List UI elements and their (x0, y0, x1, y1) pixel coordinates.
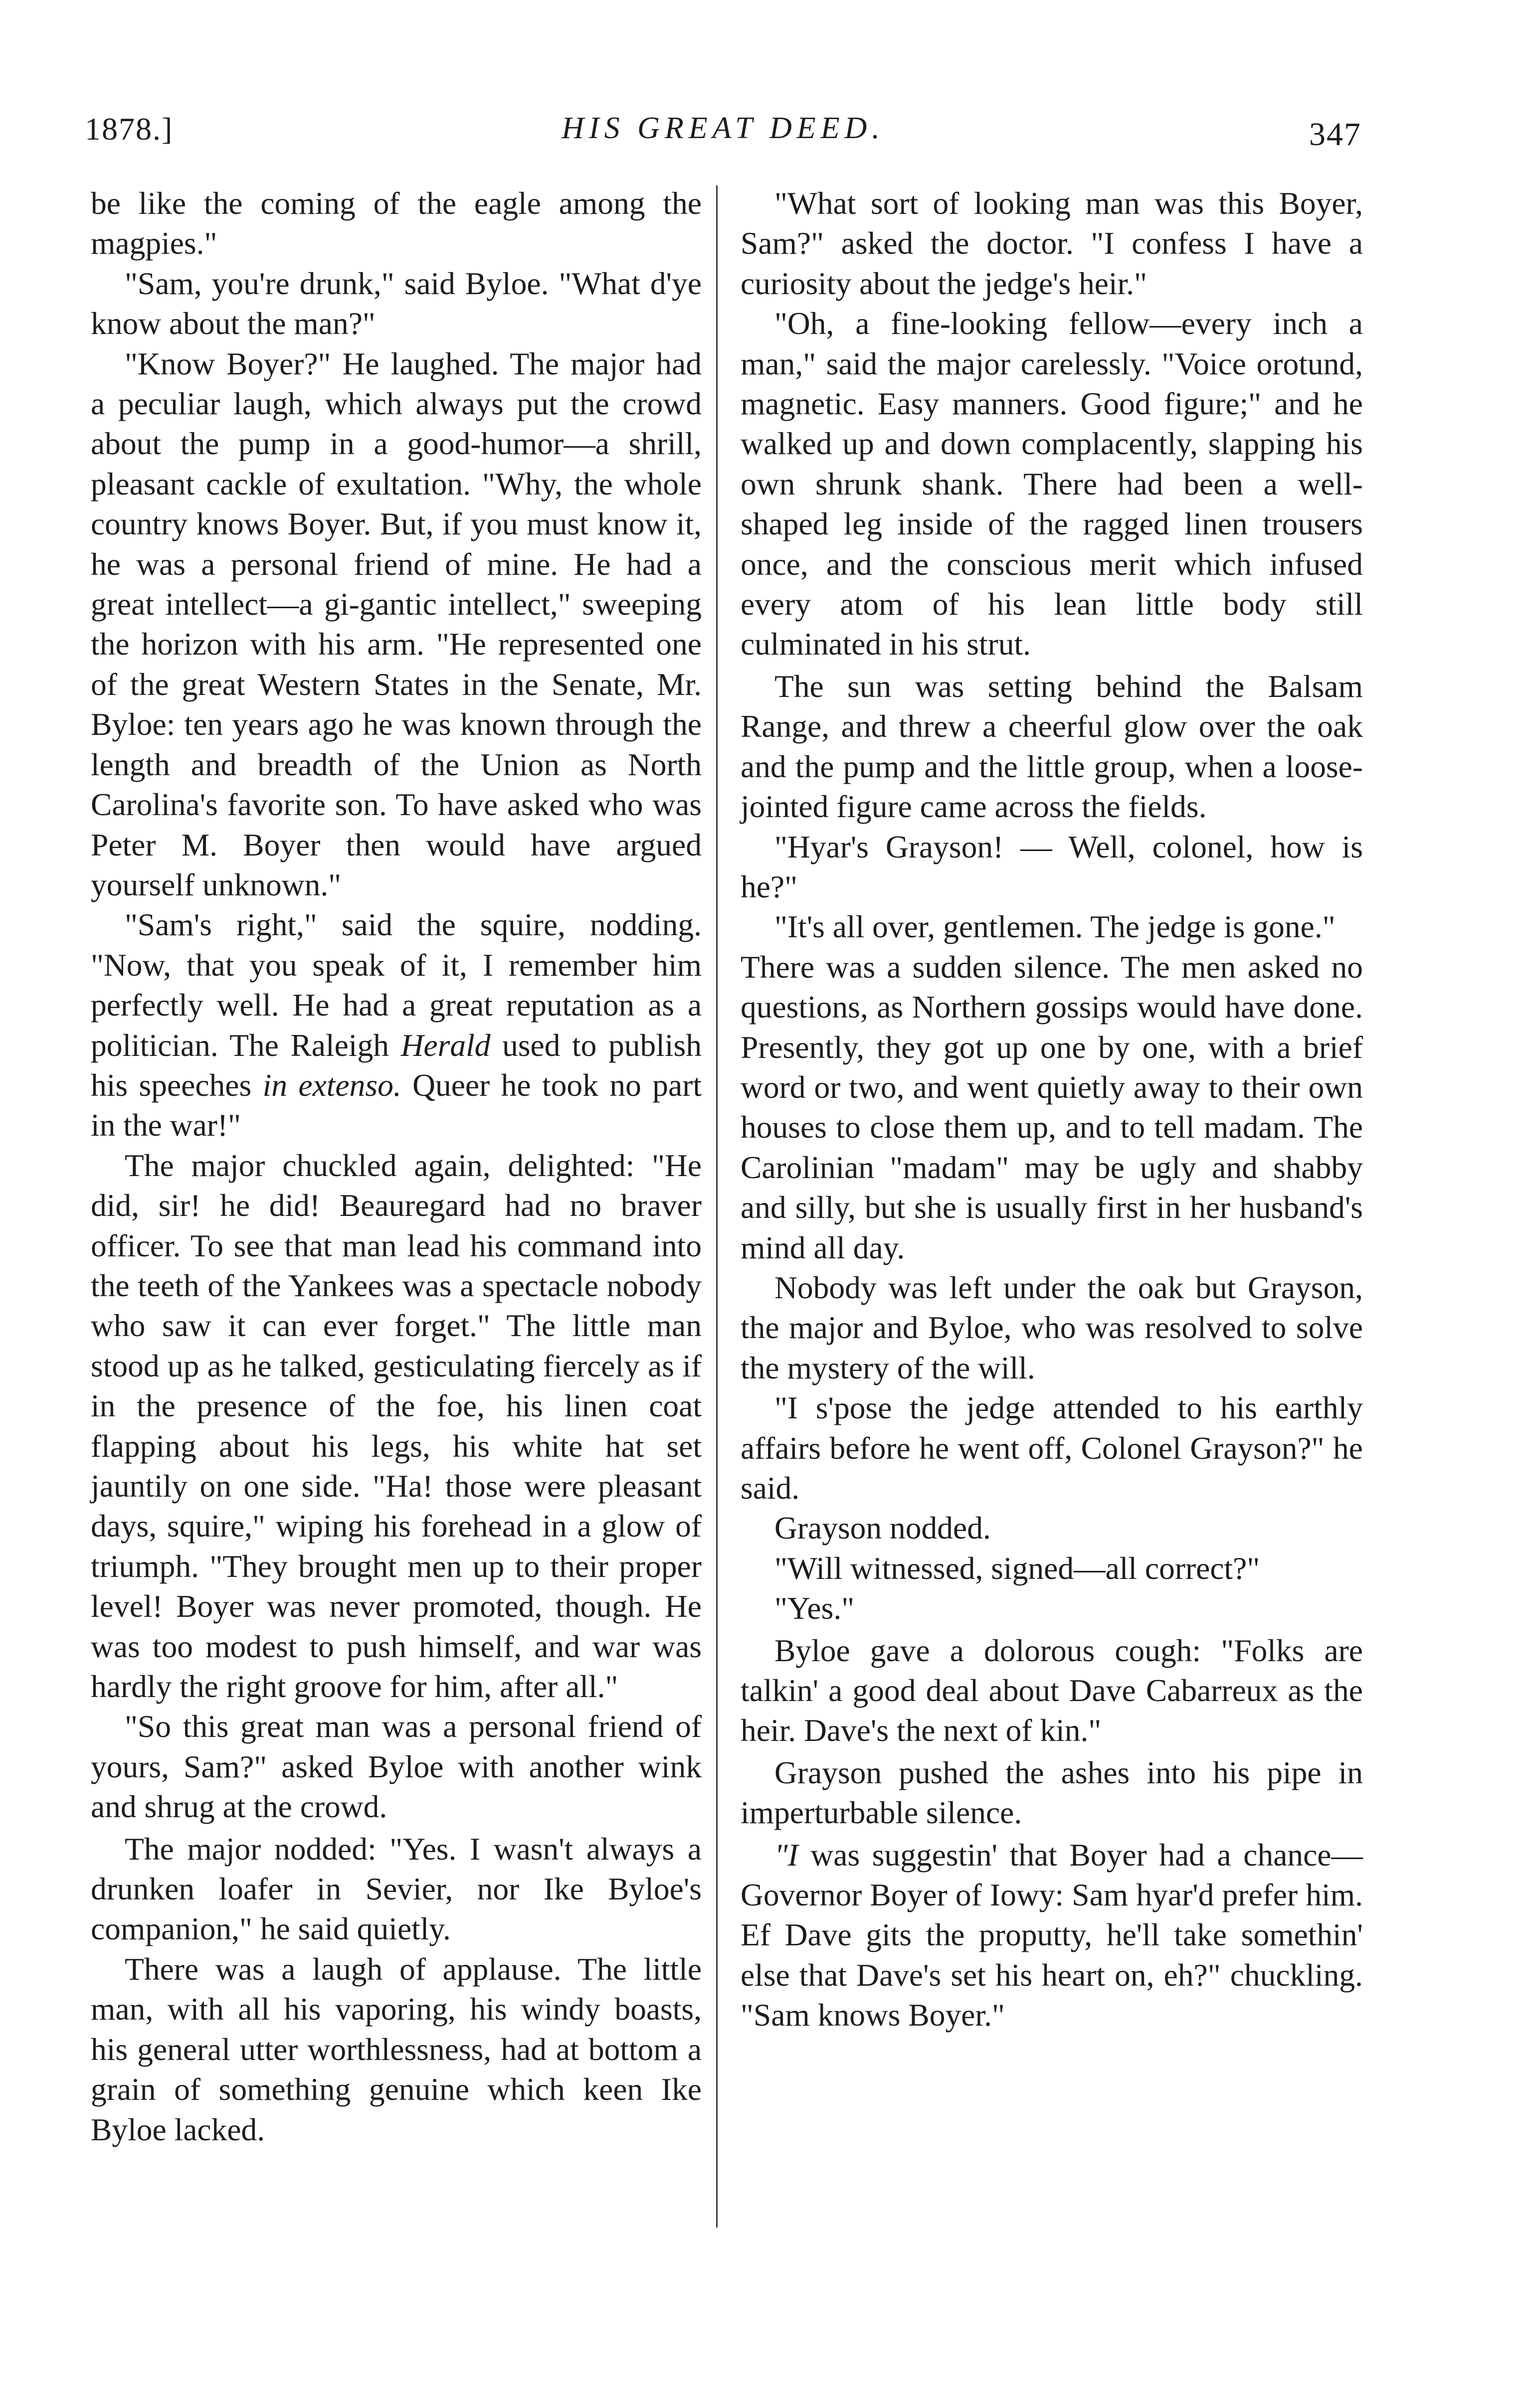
paragraph: The sun was setting behind the Balsam Range, and threw a cheerful glow over the oak and the pump and the little group, when a loose-jointed figure came across the fields. (741, 668, 1363, 825)
paragraph: be like the coming of the eagle among the magpies." (91, 185, 702, 261)
paragraph: Grayson nodded. (774, 1510, 991, 1546)
italic-text: "I (774, 1837, 798, 1873)
paragraph-text: Queer he took no part in the war!" (91, 1067, 702, 1143)
italic-text: Herald (400, 1027, 491, 1063)
page-number: 347 (1309, 116, 1361, 153)
paragraph: Nobody was left under the oak but Grayson, the major and Byloe, who was resolved to solve the mystery of the will. (741, 1269, 1363, 1385)
paragraph (91, 905, 702, 1145)
paragraph-text: used to publish his speeches (91, 1027, 702, 1103)
column-rule (716, 193, 718, 2228)
paragraph: There was a sudden silence. The men asked no questions, as Northern gossips would have done. Presently, they got up one by one, with a brief word or two, and went quietly away to their own houses to close them up, and to tell madam. The Carolinian "madam" may be ugly and shabby and silly, but she is usually first in her husband's mind all day. (741, 949, 1363, 1265)
paragraph: The major chuckled again, delighted: "He did, sir! he did! Beauregard had no braver officer. To see that man lead his command into the teeth of the Yankees was a spectacle nobody who saw it can ever forget." The little man stood up as he talked, gesticulating fiercely as if in the presence of the foe, his linen coat flapping about his legs, his white hat set jauntily on one side. "Ha! those were pleasant days, squire," wiping his forehead in a glow of triumph. "They brought men up to their proper level! Boyer was never promoted, though. He was too modest to push himself, and war was hardly the right groove for him, after all." (91, 1147, 702, 1705)
paragraph: "Will witnessed, signed—all correct?" (774, 1550, 1260, 1586)
paragraph: "It's all over, gentlemen. The jedge is gone." (774, 909, 1335, 945)
paragraph: Grayson pushed the ashes into his pipe in imperturbable silence. (741, 1754, 1363, 1831)
left-column (91, 183, 702, 2150)
paragraph: "Yes." (774, 1590, 855, 1626)
header-title: HIS GREAT DEED. (562, 111, 885, 145)
paragraph: "Oh, a fine-looking fellow—every inch a man," said the major carelessly. "Voice orotund, magnetic. Easy manners. Good figure;" and he walked up and down complacently, slapping his own shrunk shank. There had been a well-shaped leg inside of the ragged linen trousers once, and the conscious merit which infused every atom of his lean little body still culminated in his strut. (741, 306, 1363, 662)
running-header (85, 111, 1361, 166)
paragraph: There was a laugh of applause. The little man, with all his vaporing, his windy boasts, his general utter worthlessness, had at bottom a grain of something genuine which keen Ike Byloe lacked. (91, 1951, 702, 2147)
paragraph: "So this great man was a personal friend of yours, Sam?" asked Byloe with another wink and shrug at the crowd. (91, 1709, 702, 1825)
italic-text: in extenso. (262, 1067, 401, 1103)
paragraph: "Know Boyer?" He laughed. The major had a peculiar laugh, which always put the crowd about the pump in a good-humor—a shrill, pleasant cackle of exultation. "Why, the whole country knows Boyer. But, if you must know it, he was a personal friend of mine. He had a great intellect—a gi-gantic intellect," sweeping the horizon with his arm. "He represented one of the great Western States in the Senate, Mr. Byloe: ten years ago he was known through the length and breadth of the Union as North Carolina's favorite son. To have asked who was Peter M. Boyer then would have argued yourself unknown." (91, 345, 702, 902)
right-column (741, 183, 1363, 2036)
header-year: 1878.] (85, 111, 174, 147)
paragraph: "Sam, you're drunk," said Byloe. "What d'ye know about the man?" (91, 265, 702, 342)
paragraph: Byloe gave a dolorous cough: "Folks are talkin' a good deal about Dave Cabarreux as the heir. Dave's the next of kin." (741, 1632, 1363, 1748)
paragraph-text: was suggestin' that Boyer had a chance—Governor Boyer of Iowy: Sam hyar'd prefer him. Ef Dave gits the proputty, he'll take somethin' else that Dave's set his heart on, eh?" chuckling. "Sam knows Boyer." (741, 1837, 1363, 2033)
paragraph: "Hyar's Grayson! — Well, colonel, how is he?" (741, 829, 1363, 904)
paragraph (741, 1835, 1363, 2036)
paragraph: "What sort of looking man was this Boyer, Sam?" asked the doctor. "I confess I have a curiosity about the jedge's heir." (741, 185, 1363, 301)
paragraph: "I s'pose the jedge attended to his earthly affairs before he went off, Colonel Grayson?" he said. (741, 1390, 1363, 1506)
paragraph: The major nodded: "Yes. I wasn't always a drunken loafer in Sevier, nor Ike Byloe's companion," he said quietly. (91, 1831, 702, 1947)
paragraph-text: "Sam's right," said the squire, nodding. "Now, that you speak of it, I remember him perfectly well. He had a great reputation as a politician. The Raleigh (91, 907, 702, 1063)
